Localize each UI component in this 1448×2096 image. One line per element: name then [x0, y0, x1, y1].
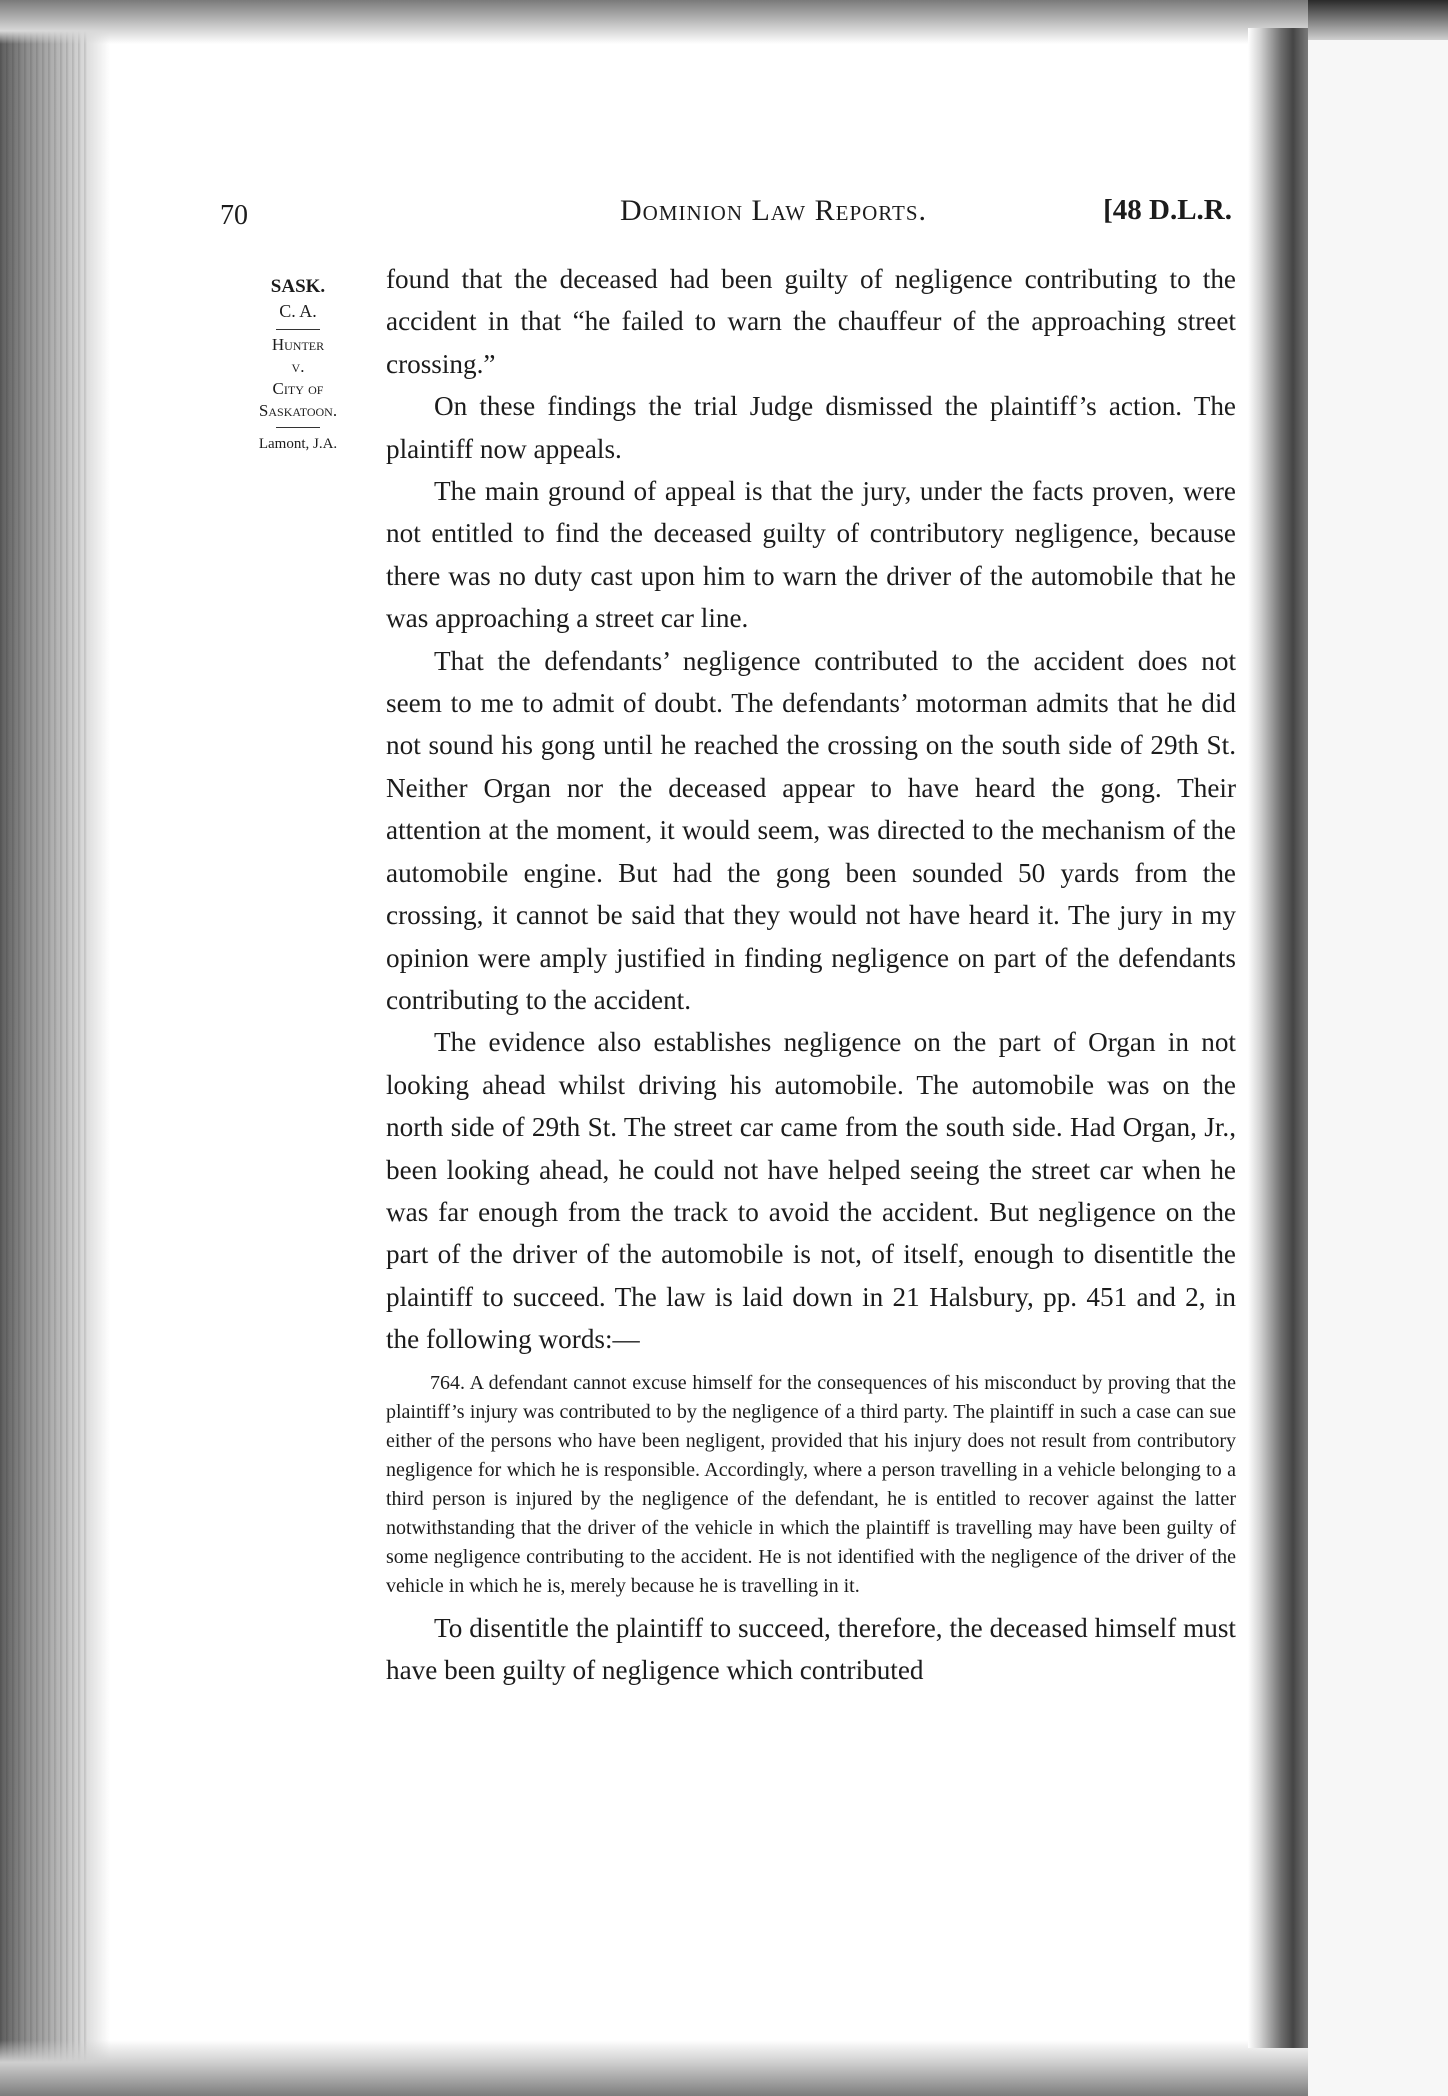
page-header — [220, 194, 1232, 234]
paragraph-2: On these findings the trial Judge dismissed the plaintiff’s action. The plaintiff now appeals. — [386, 391, 1236, 464]
sidenote-court: SASK. — [270, 276, 326, 297]
sidenote-rule — [276, 329, 320, 330]
running-title: Dominion Law Reports. — [620, 194, 928, 227]
margin-sidenote — [220, 274, 376, 457]
sidenote-versus: v. — [291, 357, 305, 376]
sidenote-party-2-line-2: Saskatoon. — [258, 401, 338, 420]
sidenote-party-1: Hunter — [271, 335, 325, 354]
paragraph-4: That the defendants’ negligence contributed to the accident does not seem to me to admit of doubt. The defendants’ motorman admits that he did not sound his gong until he reached the crossing on the south side of 29th St. Neither Organ nor the deceased appear to have heard the gong. Their attention at the moment, it would seem, was directed to the mechanism of the automobile engine. But had the gong been sounded 50 yards from the crossing, it cannot be said that they would not have heard it. The jury in my opinion were amply justified in finding negligence on part of the defendants contributing to the accident. — [386, 645, 1236, 1015]
paragraph-6: To disentitle the plaintiff to succeed, therefore, the deceased himself must have been guilty of negligence which contributed — [386, 1612, 1236, 1685]
paragraph-5: The evidence also establishes negligence on the part of Organ in not looking ahead whilst driving his automobile. The automobile was on the north side of 29th St. The street car came from the south side. Had Organ, Jr., been looking ahead, he could not have helped seeing the street car when he was far enough from the track to avoid the accident. But negligence on the part of the driver of the automobile is not, of itself, enough to disentitle the plaintiff to succeed. The law is laid down in 21 Halsbury, pp. 451 and 2, in the following words:— — [386, 1027, 1236, 1355]
volume-reference: [48 D.L.R. — [1103, 194, 1232, 226]
sidenote-division: C. A. — [279, 301, 317, 321]
paragraph-1: found that the deceased had been guilty of negligence contributing to the accident in that “he failed to warn the chauffeur of the approaching street crossing.” — [386, 264, 1236, 379]
paragraph-3: The main ground of appeal is that the jury, under the facts proven, were not entitled to find the deceased guilty of contributory negligence, because there was no duty cast upon him to warn the driver of the automobile that he was approaching a street car line. — [386, 476, 1236, 634]
sidenote-rule-2 — [276, 427, 320, 428]
body-text — [386, 258, 1236, 1691]
halsbury-quotation: 764. A defendant cannot excuse himself for the consequences of his misconduct by proving that the plaintiff’s injury was contributed to by the negligence of a third party. The plaintiff in such a case can sue either of the persons who have been negligent, provided that his injury does not result from contributory negligence for which he is responsible. Accordingly, where a person travelling in a vehicle belonging to a third person is injured by the negligence of the defendant, he is entitled to recover against the latter notwithstanding that the driver of the vehicle in which the plaintiff is travelling may have been guilty of some negligence contributing to the accident. He is not identified with the negligence of the driver of the vehicle in which he is, merely because he is travelling in it. — [386, 1371, 1236, 1597]
page-number: 70 — [220, 200, 248, 231]
sidenote-party-2-line-1: City of — [272, 379, 324, 398]
sidenote-judge: Lamont, J.A. — [258, 436, 338, 452]
